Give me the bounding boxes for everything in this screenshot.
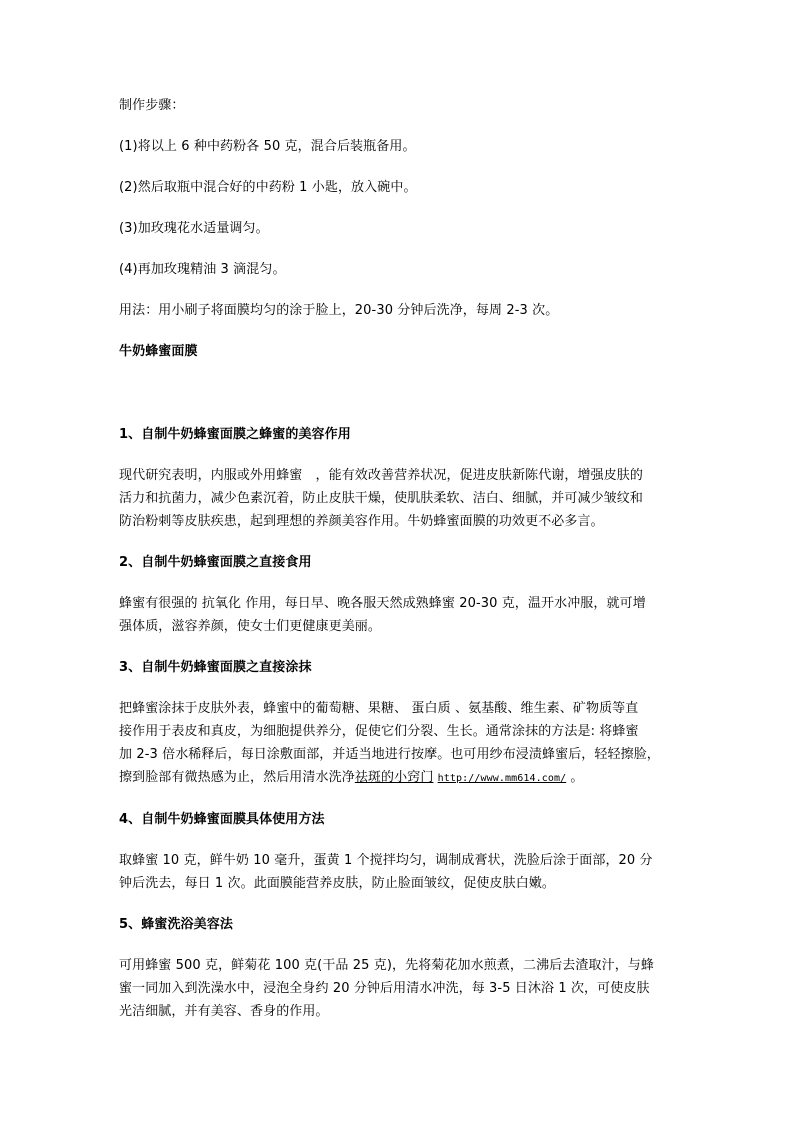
section-3-line: 接作用于表皮和真皮，为细胞提供养分，促使它们分裂、生长。通常涂抹的方法是: 将蜂蜜 [119, 724, 639, 739]
section-1-line: 现代研究表明，内服或外用蜂蜜 ，能有效改善营养状况，促进皮肤新陈代谢，增强皮肤的 [119, 468, 644, 483]
section-4-line: 钟后洗去，每日 1 次。此面膜能营养皮肤，防止脸面皱纹，促使皮肤白嫩。 [119, 876, 556, 891]
section-5-line: 可用蜂蜜 500 克，鲜菊花 100 克(干品 25 克)，先将菊花加水煎煮，二沸后去渣取汁，与蜂 [119, 958, 655, 973]
section-3-title: 3、自制牛奶蜂蜜面膜之直接涂抹 [119, 660, 312, 675]
step-4: (4)再加玫瑰精油 3 滴混匀。 [119, 262, 286, 277]
section-5-line: 蜜一同加入到洗澡水中，浸泡全身约 20 分钟后用清水冲洗，每 3-5 日沐浴 1 次，可使皮肤 [119, 981, 650, 996]
section-1-body [119, 464, 681, 533]
mask-title: 牛奶蜂蜜面膜 [119, 344, 198, 359]
section-3-tail: 。 [566, 770, 584, 785]
section-4-title: 4、自制牛奶蜂蜜面膜具体使用方法 [119, 812, 325, 827]
document-page [119, 94, 681, 1023]
section-2-line: 强体质，滋容养颜，使女士们更健康更美丽。 [119, 619, 382, 634]
section-1-line: 活力和抗菌力，减少色素沉着，防止皮肤干燥，使肌肤柔软、洁白、细腻，并可减少皱纹和 [119, 491, 644, 506]
step-2: (2)然后取瓶中混合好的中药粉 1 小匙，放入碗中。 [119, 180, 417, 195]
tips-link[interactable]: 祛斑的小窍门 [354, 770, 434, 785]
section-5-body [119, 954, 681, 1023]
section-2-body [119, 592, 681, 638]
section-1-line: 防治粉刺等皮肤疾患，起到理想的养颜美容作用。牛奶蜂蜜面膜的功效更不必多言。 [119, 514, 604, 529]
section-5-line: 光洁细腻，并有美容、香身的作用。 [119, 1004, 329, 1019]
section-5-title: 5、蜂蜜洗浴美容法 [119, 917, 233, 932]
section-2-line: 蜂蜜有很强的 抗氧化 作用，每日早、晚各服天然成熟蜂蜜 20-30 克，温开水冲服，就可增 [119, 596, 646, 611]
steps-title: 制作步骤： [119, 98, 185, 113]
section-4-body [119, 849, 681, 895]
section-3-line: 加 2-3 倍水稀释后，每日涂敷面部，并适当地进行按摩。也可用纱布浸渍蜂蜜后，轻轻擦脸， [119, 747, 660, 762]
step-3: (3)加玫瑰花水适量调匀。 [119, 221, 269, 236]
section-1-title: 1、自制牛奶蜂蜜面膜之蜂蜜的美容作用 [119, 427, 351, 442]
section-3-body [119, 697, 681, 790]
section-3-last-text: 擦到脸部有微热感为止，然后用清水洗净 [119, 770, 355, 785]
section-4-line: 取蜂蜜 10 克，鲜牛奶 10 毫升，蛋黄 1 个搅拌均匀，调制成膏状，洗脸后涂于面部，20 分 [119, 853, 653, 868]
section-3-last-line [119, 766, 681, 790]
usage-text: 用法：用小刷子将面膜均匀的涂于脸上，20-30 分钟后洗净，每周 2-3 次。 [119, 303, 559, 318]
url-link[interactable]: http://www.mm614.com/ [437, 773, 567, 784]
step-1: (1)将以上 6 种中药粉各 50 克，混合后装瓶备用。 [119, 139, 416, 154]
section-3-line: 把蜂蜜涂抹于皮肤外表，蜂蜜中的葡萄糖、果糖、 蛋白质 、氨基酸、维生素、矿物质等直 [119, 701, 639, 716]
section-2-title: 2、自制牛奶蜂蜜面膜之直接食用 [119, 555, 312, 570]
